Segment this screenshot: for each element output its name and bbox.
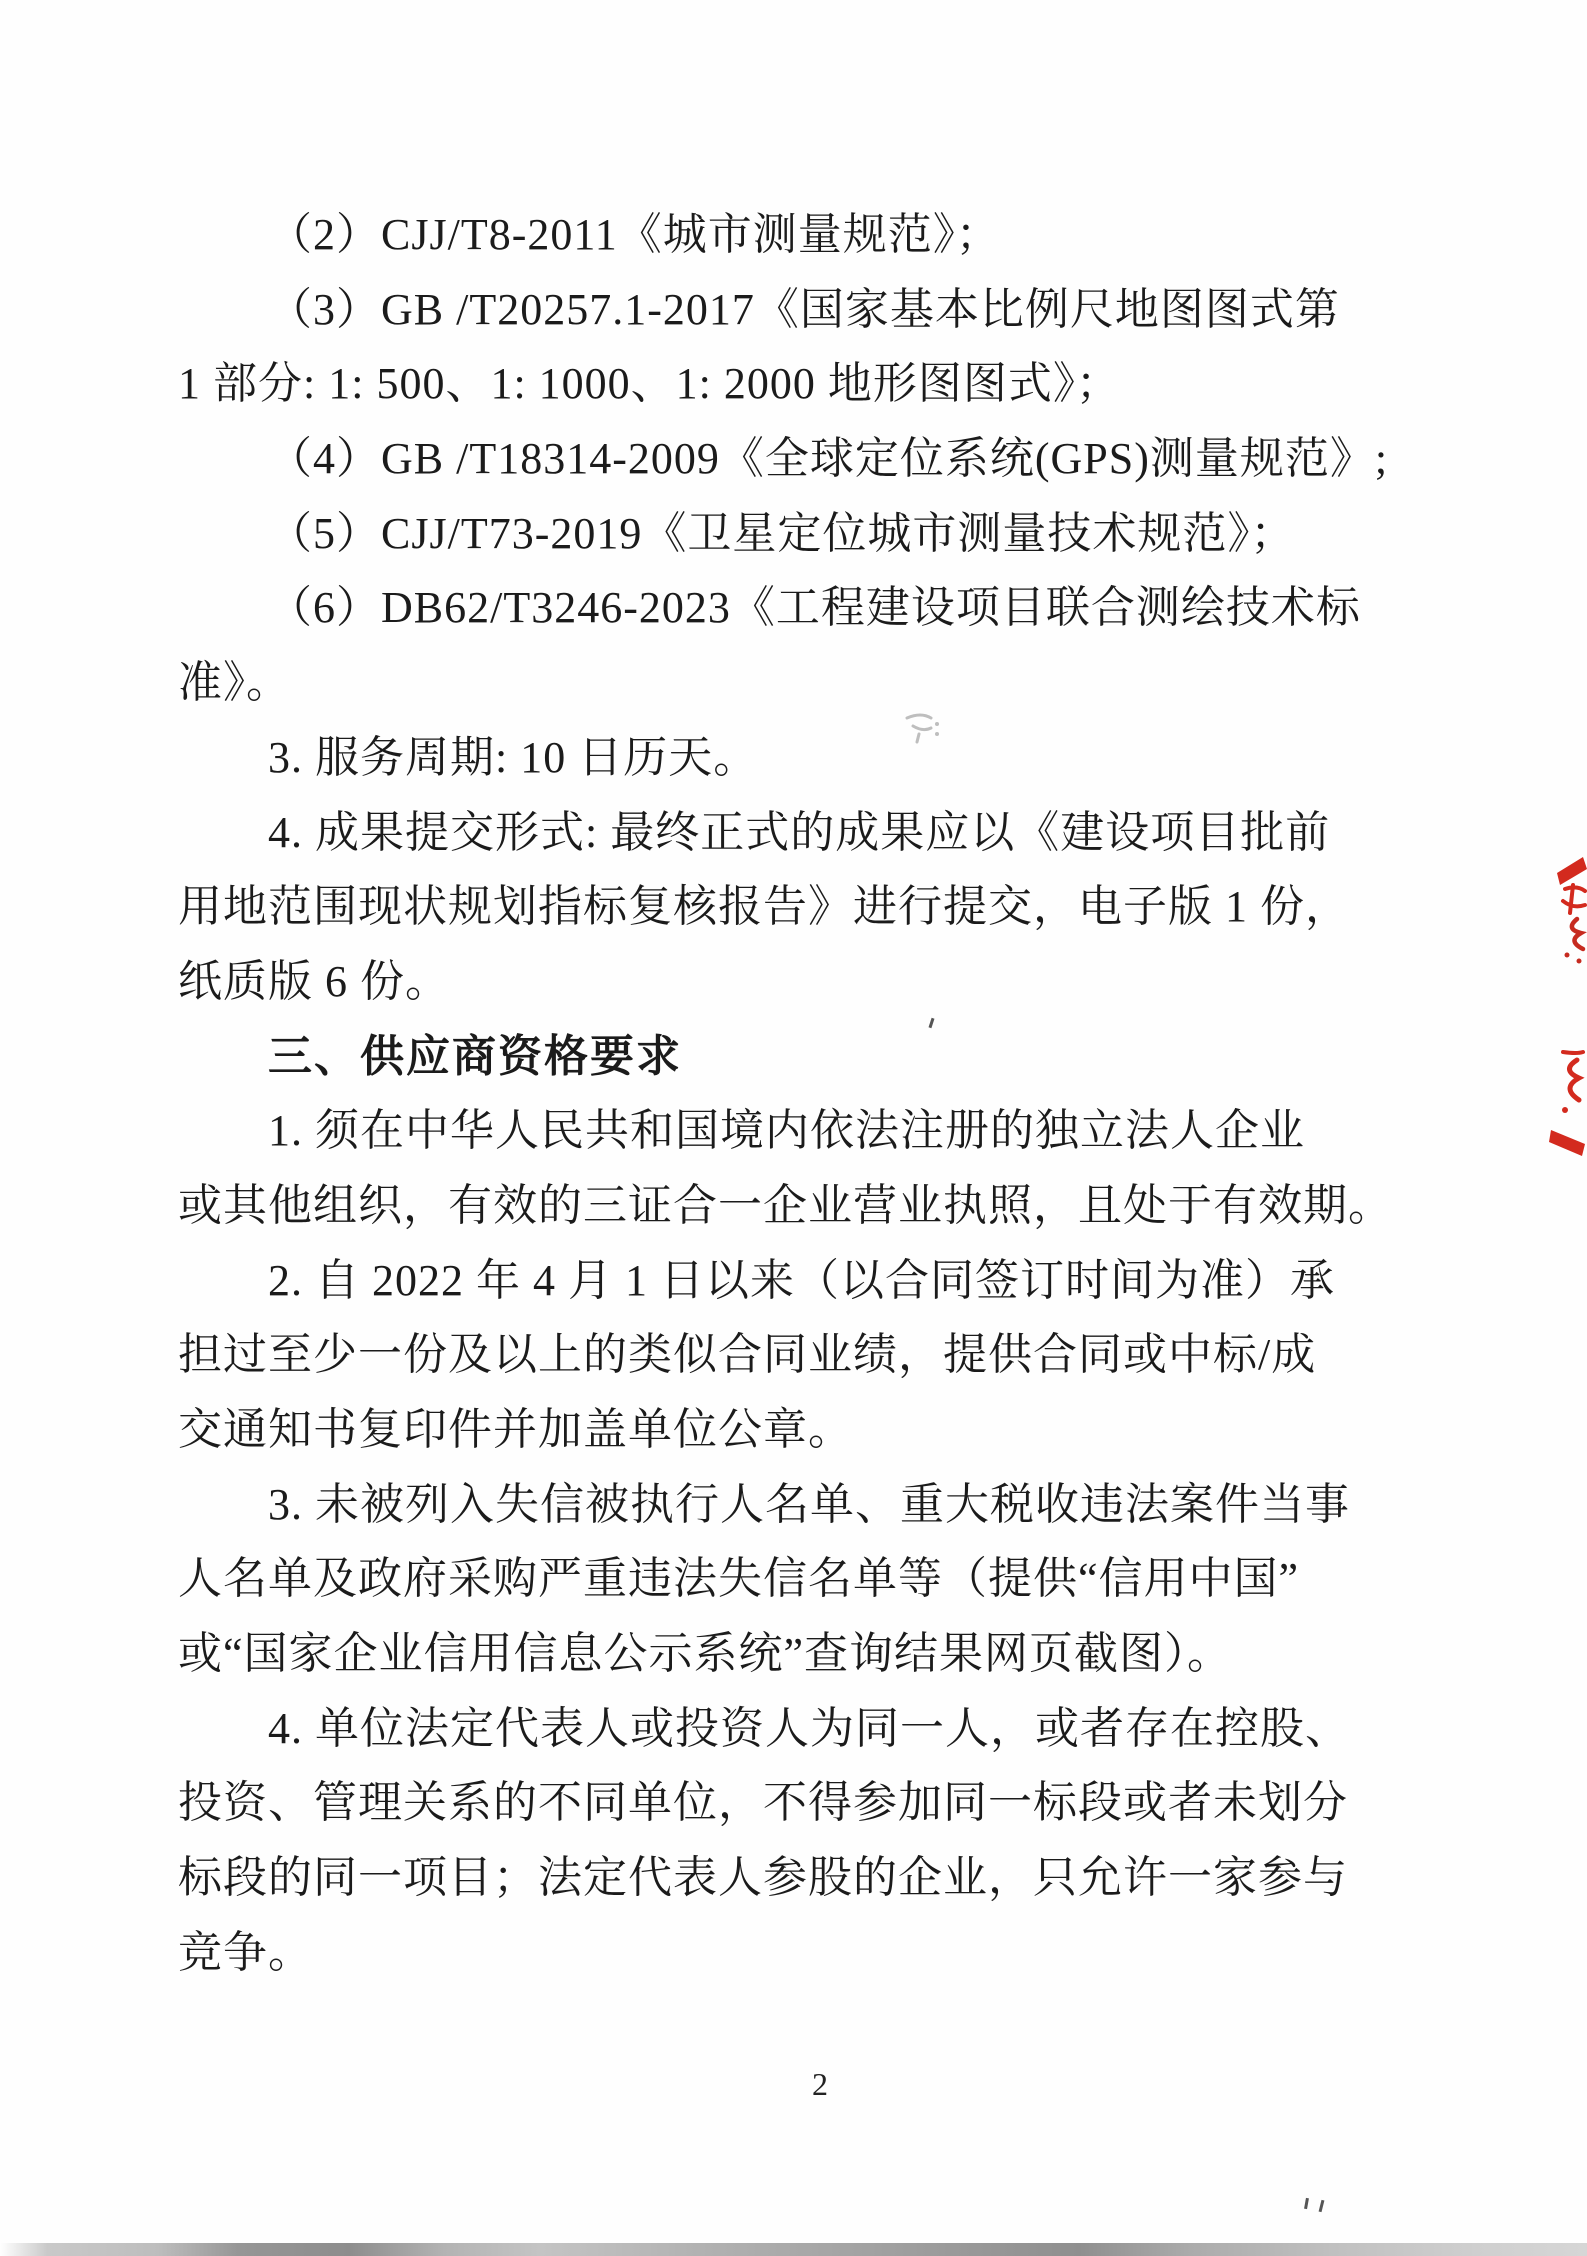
text-line: 标段的同一项目；法定代表人参股的企业，只允许一家参与 (178, 1853, 1348, 1903)
text-line: 或其他组织，有效的三证合一企业营业执照，且处于有效期。 (178, 1180, 1393, 1230)
page-number: 2 (812, 2066, 828, 2102)
text-line: （6）DB62/T3246-2023《工程建设项目联合测绘技术标 (268, 583, 1361, 633)
text-line: 纸质版 6 份。 (178, 956, 450, 1006)
text-line: 1. 须在中华人民共和国境内依法注册的独立法人企业 (268, 1106, 1305, 1156)
text-line: 4. 单位法定代表人或投资人为同一人，或者存在控股、 (268, 1703, 1350, 1753)
red-ink-annotation (1549, 1048, 1587, 1158)
text-line: 人名单及政府采购严重违法失信名单等（提供“信用中国” (178, 1554, 1300, 1604)
scan-speck (1304, 2198, 1309, 2209)
scanner-edge-artifact (0, 2243, 1587, 2256)
document-text-block (178, 198, 1423, 1991)
text-line: 或“国家企业信用信息公示系统”查询结果网页截图）。 (178, 1629, 1233, 1679)
text-line: 担过至少一份及以上的类似合同业绩，提供合同或中标/成 (178, 1330, 1317, 1380)
text-line: （5）CJJ/T73-2019《卫星定位城市测量技术规范》； (268, 508, 1296, 558)
red-ink-annotation (1543, 855, 1587, 967)
text-line: 用地范围现状规划指标复核报告》进行提交，电子版 1 份， (178, 882, 1350, 932)
text-line: 准》。 (178, 658, 291, 708)
section-heading: 三、供应商资格要求 (268, 1031, 682, 1081)
scan-speck (1319, 2200, 1325, 2212)
text-line: 投资、管理关系的不同单位，不得参加同一标段或者未划分 (178, 1778, 1348, 1828)
text-line: （2）CJJ/T8-2011《城市测量规范》； (268, 210, 1001, 259)
text-line: 竞争。 (178, 1927, 313, 1977)
text-line: 交通知书复印件并加盖单位公章。 (178, 1405, 853, 1454)
text-line: 3. 服务周期: 10 日历天。 (268, 732, 759, 782)
text-line: （4）GB /T18314-2009《全球定位系统(GPS)测量规范》; (268, 434, 1389, 484)
text-line: （3）GB /T20257.1-2017《国家基本比例尺地图图式第 (268, 284, 1340, 334)
text-line: 2. 自 2022 年 4 月 1 日以来（以合同签订时间为准）承 (268, 1255, 1335, 1305)
text-line: 1 部分: 1: 500、1: 1000、1: 2000 地形图图式》； (178, 359, 1121, 409)
text-line: 3. 未被列入失信被执行人名单、重大税收违法案件当事 (268, 1479, 1350, 1529)
text-line: 4. 成果提交形式: 最终正式的成果应以《建设项目批前 (268, 807, 1331, 857)
